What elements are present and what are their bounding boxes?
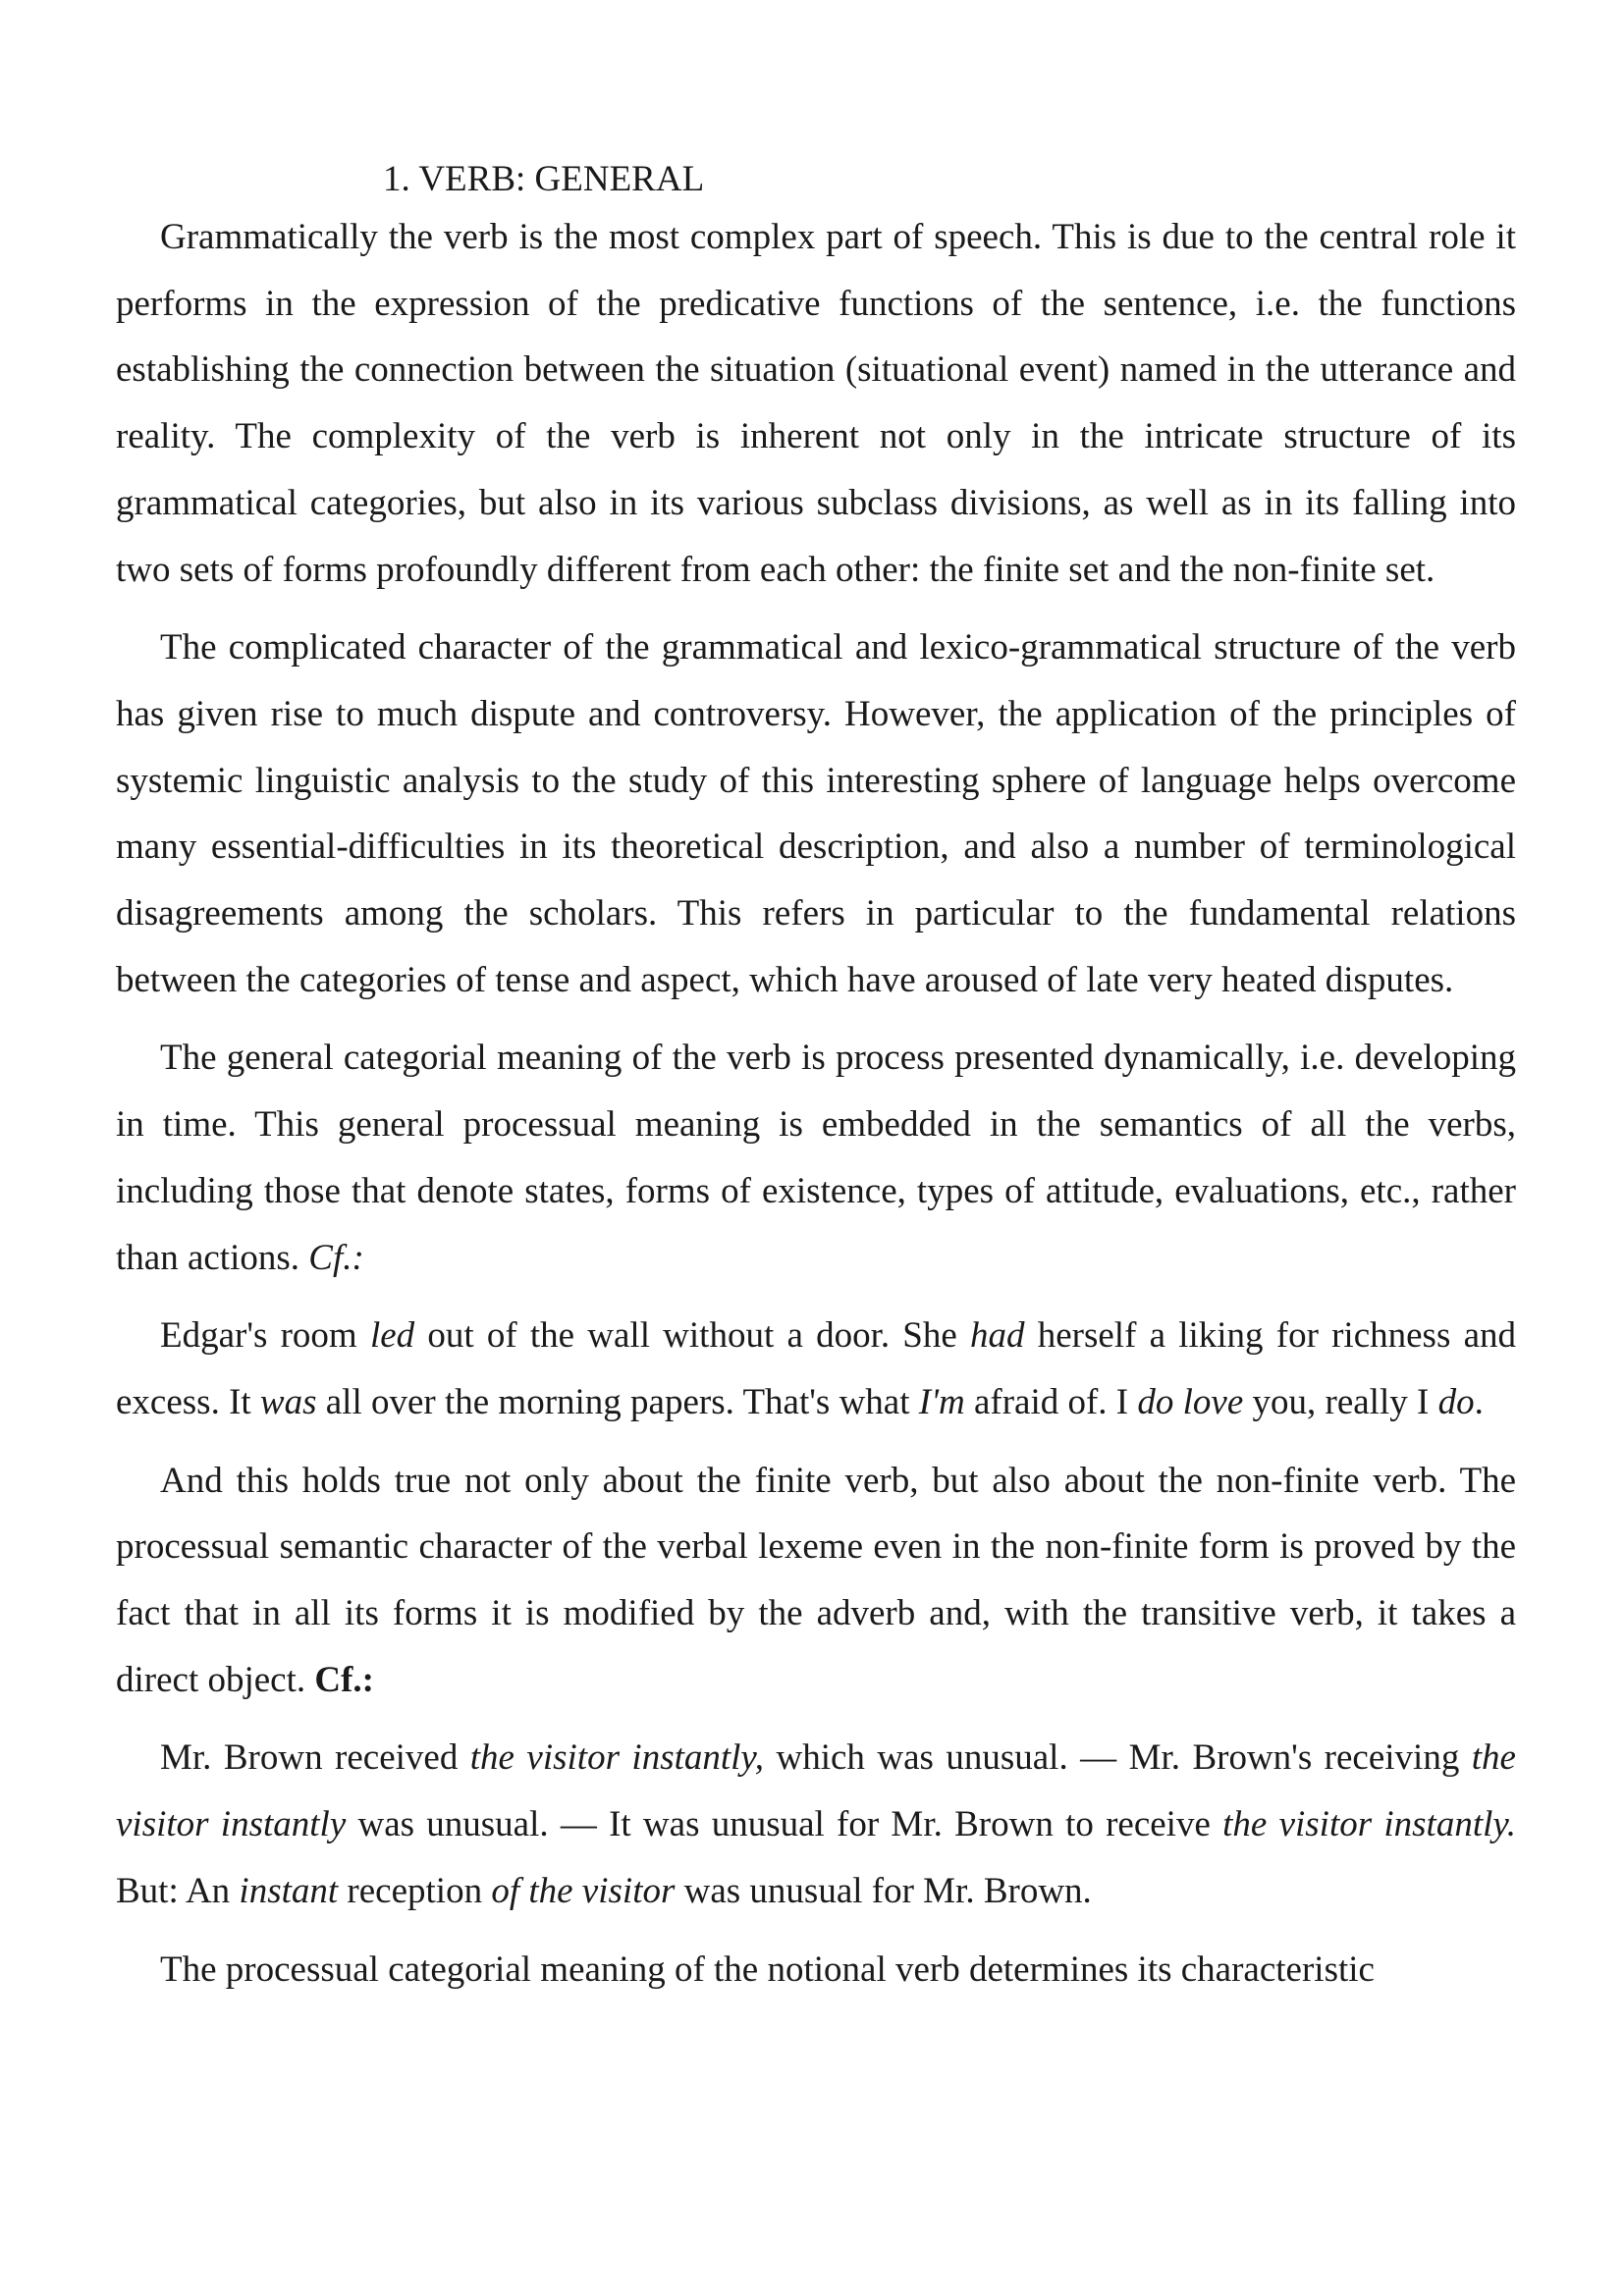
italic-text: the visitor instantly, [469,1737,765,1779]
document-page [116,155,1516,2002]
italic-text: the visitor instantly [116,1737,1516,1845]
paragraph [116,1303,1516,1435]
text-run: Edgar's room [160,1315,370,1357]
section-heading: 1. VERB: GENERAL [383,159,705,199]
italic-text: Cf.: [308,1237,364,1278]
text-run: reception [338,1870,492,1911]
text-run: The complicated character of the grammatical and lexico-grammatical structure of the verb has given rise to much dispute and controversy. However, the application of the principles of systemic linguistic analysis to the study of this interesting sphere of language helps overcome many essential-difficulties in its theoretical description, and also a number of terminological disagreements among the scholars. This refers in particular to the fundamental relations between the categories of tense and aspect, which have aroused of late very heated disputes. [116,627,1516,1000]
document-body [116,204,1516,2002]
italic-text: the visitor instantly. [1222,1804,1517,1845]
text-run: Grammatically the verb is the most complex part of speech. This is due to the central role it performs in the expression of the predicative functions of the sentence, i.e. the functions establishing the connection between the situation (situational event) named in the utterance and reality. The complexity of the verb is inherent not only in the intricate structure of its grammatical categories, but also in its various subclass divisions, as well as in its falling into two sets of forms profoundly different from each other: the finite set and the non-finite set. [116,217,1516,590]
text-run: The processual categorial meaning of the notional verb determines its characteristic [160,1949,1375,1990]
paragraph [116,1725,1516,1924]
bold-text: Cf.: [314,1659,375,1700]
text-run: Mr. Brown received [160,1737,470,1779]
text-run: afraid of. I [964,1381,1138,1422]
italic-text: do love [1137,1381,1244,1422]
italic-text: had [970,1315,1025,1357]
text-run: was unusual. — It was unusual for Mr. Brown to receive [346,1804,1223,1845]
text-run: you, really I [1243,1381,1438,1422]
italic-text: I'm [918,1381,965,1422]
paragraph [116,1937,1516,2003]
italic-text: do [1437,1381,1475,1422]
paragraph [116,204,1516,603]
text-run: all over the morning papers. That's what [316,1381,919,1422]
text-run: herself a liking for richness and excess. It [116,1315,1516,1422]
italic-text: instant [239,1870,339,1911]
italic-text: was [259,1381,317,1422]
italic-text: led [369,1315,415,1357]
italic-text: of the visitor [491,1870,676,1911]
text-run: out of the wall without a door. She [414,1315,971,1357]
paragraph [116,1448,1516,1714]
text-run: The general categorial meaning of the verb is process presented dynamically, i.e. developing in time. This general processual meaning is embedded in the semantics of all the verbs, including those that denote states, forms of existence, types of attitude, evaluations, etc., rather than actions. [116,1038,1516,1278]
text-run: And this holds true not only about the finite verb, but also about the non-finite verb. The processual semantic character of the verbal lexeme even in the non-finite form is proved by the fact that in all its forms it is modified by the adverb and, with the transitive verb, it takes a direct object. [116,1460,1516,1700]
paragraph [116,614,1516,1013]
paragraph [116,1025,1516,1291]
text-run: which was unusual. — Mr. Brown's receiving [764,1737,1472,1779]
text-run: . [1474,1381,1484,1422]
text-run: But: An [116,1870,240,1911]
text-run: was unusual for Mr. Brown. [675,1870,1092,1911]
